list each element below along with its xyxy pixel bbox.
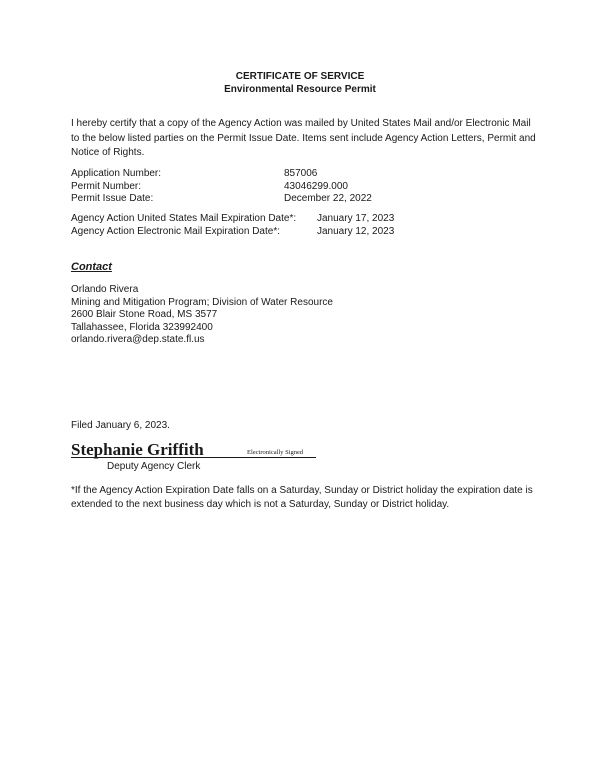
permit-number-label: Permit Number: (71, 180, 142, 192)
expiration-footnote: *If the Agency Action Expiration Date falls on a Saturday, Sunday or District holiday the expiration date is extended to the next business day which is not a Saturday, Sunday or District holiday. (71, 485, 533, 510)
expiration-info (71, 213, 394, 238)
email-expiration-value: January 12, 2023 (317, 225, 395, 237)
contact-organization: Mining and Mitigation Program; Division of Water Resource (71, 296, 333, 308)
contact-name: Orlando Rivera (71, 284, 139, 295)
permit-info-row (71, 193, 372, 206)
permit-issue-date-label: Permit Issue Date: (71, 193, 154, 204)
mail-expiration-label: Agency Action United States Mail Expiration Date*: (71, 213, 297, 224)
expiration-info-row (71, 226, 394, 239)
contact-email: orlando.rivera@dep.state.fl.us (71, 334, 205, 345)
expiration-info-row (71, 213, 394, 226)
title-block (0, 70, 600, 96)
permit-info (71, 168, 372, 206)
permit-issue-date-value: December 22, 2022 (284, 193, 372, 204)
signer-title: Deputy Agency Clerk (107, 461, 201, 472)
permit-info-row (71, 168, 372, 181)
electronically-signed-note: Electronically Signed (247, 449, 304, 456)
contact-address (71, 284, 333, 347)
permit-number-value: 43046299.000 (284, 180, 348, 192)
application-number-label: Application Number: (71, 168, 162, 179)
email-expiration-label: Agency Action Electronic Mail Expiration Date*: (71, 225, 280, 237)
filed-date: Filed January 6, 2023. (71, 420, 170, 431)
certification-statement: I hereby certify that a copy of the Agency Action was mailed by United States Mail and/or Electronic Mail to the below listed parties on the Permit Issue Date. Items sent include Agency Action Letters, Permit and Notice of Rights. (71, 118, 536, 158)
document-title: CERTIFICATE OF SERVICE (235, 71, 365, 82)
signature-name: Stephanie Griffith (71, 440, 204, 459)
contact-heading: Contact (71, 261, 112, 273)
document-subtitle: Environmental Resource Permit (224, 84, 376, 95)
contact-street: 2600 Blair Stone Road, MS 3577 (71, 309, 218, 320)
application-number-value: 857006 (284, 168, 318, 179)
signature-line (71, 457, 316, 458)
contact-city: Tallahassee, Florida 323992400 (71, 321, 213, 333)
permit-info-row (71, 181, 372, 194)
mail-expiration-value: January 17, 2023 (317, 213, 395, 224)
